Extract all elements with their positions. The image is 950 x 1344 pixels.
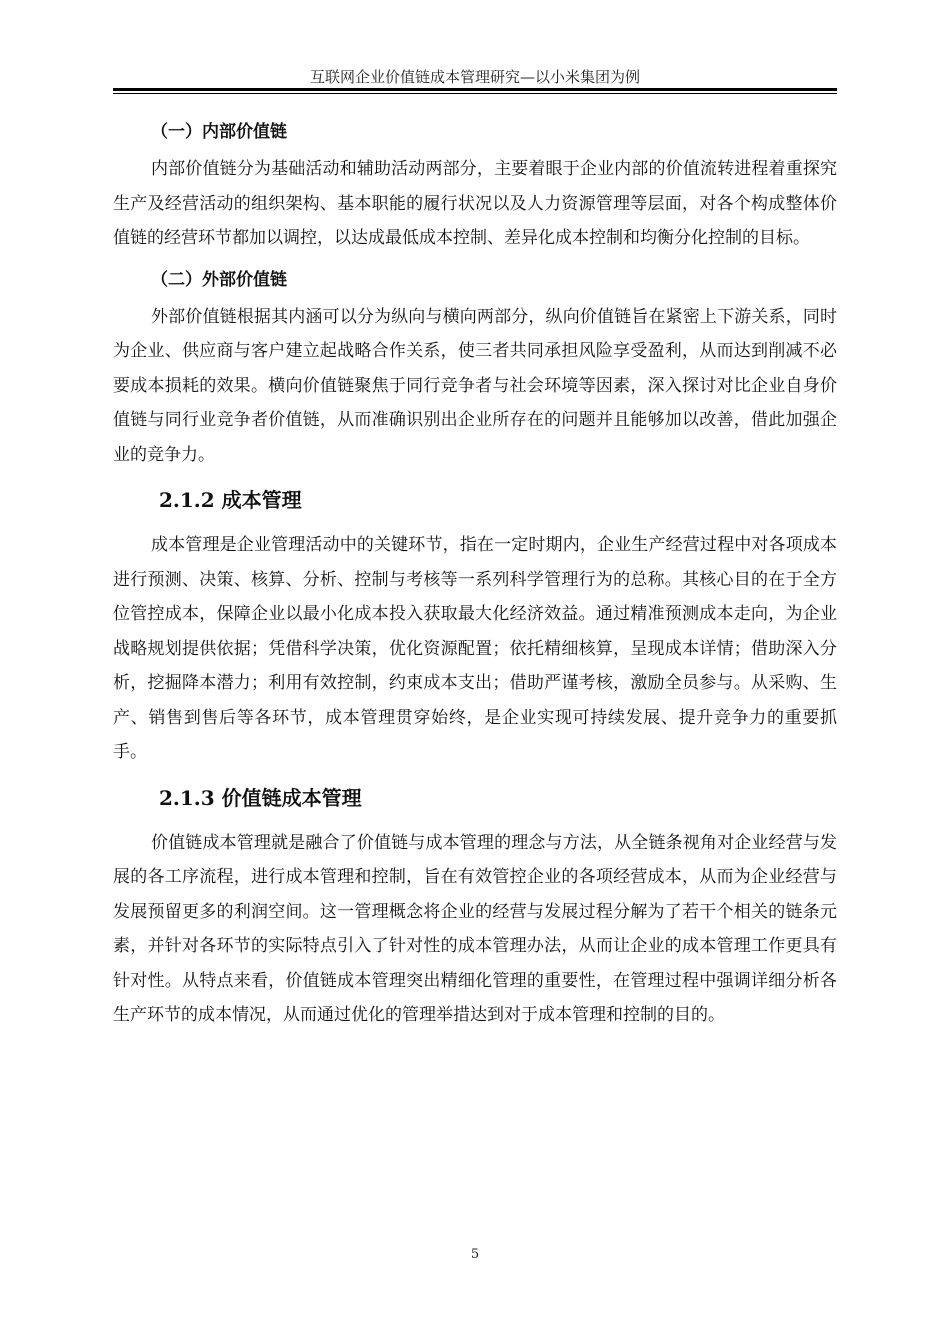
paragraph-value-chain-cost-management: 价值链成本管理就是融合了价值链与成本管理的理念与方法，从全链条视角对企业经营与发展的各工序流程，进行成本管理和控制，旨在有效管控企业的各项经营成本，从而为企业经营与发展预留更多的利润空间。这一管理概念将企业的经营与发展过程分解为了若干个相关的链条元素，并针对各环节的实际特点引入了针对性的成本管理办法，从而让企业的成本管理工作更具有针对性。从特点来看，价值链成本管理突出精细化管理的重要性，在管理过程中强调详细分析各生产环节的成本情况，从而通过优化的管理举措达到对于成本管理和控制的目的。 [113, 832, 837, 1025]
body-text [113, 112, 837, 1033]
header-rule-thick [113, 88, 837, 91]
paragraph-external-value-chain: 外部价值链根据其内涵可以分为纵向与横向两部分，纵向价值链旨在紧密上下游关系，同时为企业、供应商与客户建立起战略合作关系，使三者共同承担风险享受盈利，从而达到削减不必要成本损耗的效果。横向价值链聚焦于同行竞争者与社会环境等因素，深入探讨对比企业自身价值链与同行业竞争者价值链，从而准确识别出企业所存在的问题并且能够加以改善，借此加强企业的竞争力。 [113, 306, 837, 465]
running-header: 互联网企业价值链成本管理研究—以小米集团为例 [309, 68, 640, 86]
header-rule-thin [113, 93, 837, 94]
heading-internal-value-chain: （一）内部价值链 [151, 122, 287, 142]
heading-value-chain-cost-management: 2.1.3 价值链成本管理 [159, 785, 362, 810]
page-number: 5 [470, 1247, 480, 1262]
heading-external-value-chain: （二）外部价值链 [151, 269, 287, 290]
paragraph-cost-management: 成本管理是企业管理活动中的关键环节，指在一定时期内，企业生产经营过程中对各项成本进行预测、决策、核算、分析、控制与考核等一系列科学管理行为的总称。其核心目的在于全方位管控成本，保障企业以最小化成本投入获取最大化经济效益。通过精准预测成本走向，为企业战略规划提供依据；凭借科学决策，优化资源配置；依托精细核算，呈现成本详情；借助深入分析，挖掘降本潜力；利用有效控制，约束成本支出；借助严谨考核，激励全员参与。从采购、生产、销售到售后等各环节，成本管理贯穿始终，是企业实现可持续发展、提升竞争力的重要抓手。 [113, 535, 837, 762]
heading-cost-management: 2.1.2 成本管理 [159, 488, 302, 512]
paragraph-internal-value-chain: 内部价值链分为基础活动和辅助活动两部分，主要着眼于企业内部的价值流转进程着重探究生产及经营活动的组织架构、基本职能的履行状况以及人力资源管理等层面，对各个构成整体价值链的经营环节都加以调控，以达成最低成本控制、差异化成本控制和均衡分化控制的目标。 [113, 159, 837, 248]
